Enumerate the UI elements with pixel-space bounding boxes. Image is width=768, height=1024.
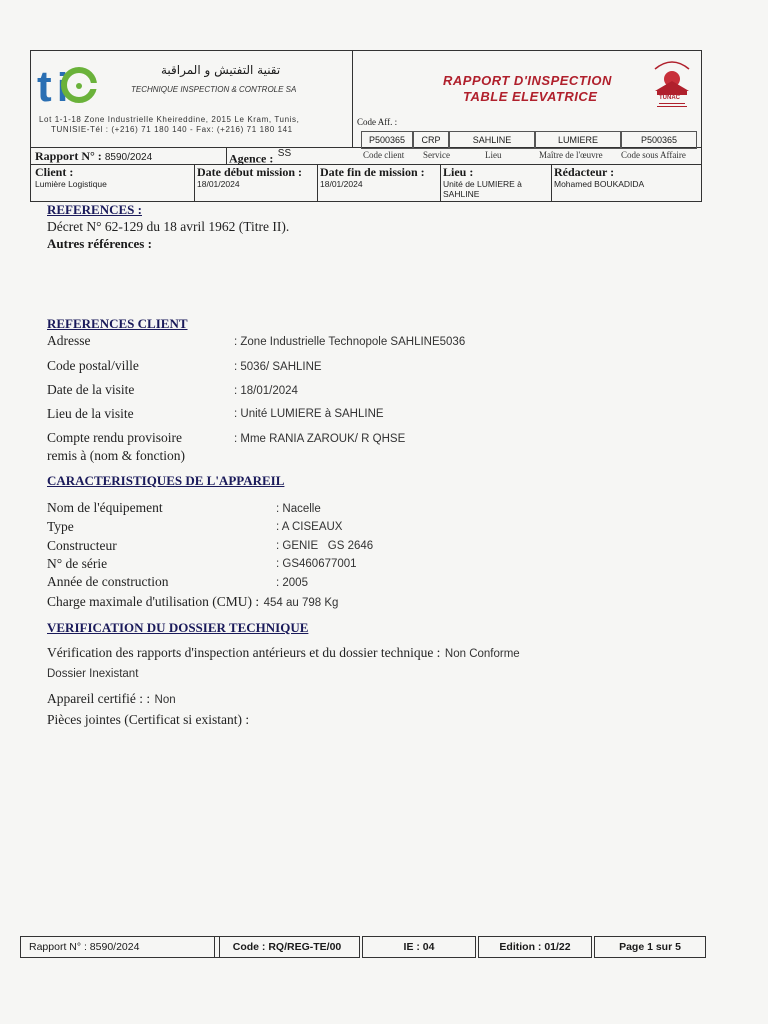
nom-equipement-label: Nom de l'équipement: [47, 500, 163, 515]
client-value: Lumière Logistique: [35, 179, 107, 189]
footer-edition: Edition : 01/22: [478, 936, 592, 958]
caption-sous-affaire: Code sous Affaire: [621, 150, 686, 160]
company-address-2: TUNISIE-Tél : (+216) 71 180 140 - Fax: (+216) 71 180 141: [51, 125, 293, 134]
lieu-value-1: Unité de LUMIERE à: [443, 179, 522, 189]
tunac-label: TUNAC: [659, 95, 680, 101]
caption-lieu: Lieu: [485, 150, 502, 160]
autres-references: Autres références :: [47, 236, 152, 251]
constructeur-label: Constructeur: [47, 538, 117, 553]
code-client-value: P500365: [361, 131, 413, 149]
caption-code-client: Code client: [363, 150, 405, 160]
company-name: TECHNIQUE INSPECTION & CONTROLE SA: [131, 85, 297, 94]
certifie-row: [47, 690, 176, 708]
report-title-2: TABLE ELEVATRICE: [463, 89, 598, 104]
decret-text: Décret N° 62-129 du 18 avril 1962 (Titre II).: [47, 219, 290, 234]
appareil-heading: CARACTERISTIQUES DE L'APPAREIL: [47, 473, 285, 488]
code-postal-label: Code postal/ville: [47, 358, 139, 373]
report-title-1: RAPPORT D'INSPECTION: [443, 73, 612, 88]
lieu-value-2: SAHLINE: [443, 189, 480, 199]
dossier-status: Dossier Inexistant: [47, 668, 139, 680]
date-visite-value: : 18/01/2024: [234, 385, 298, 397]
compte-rendu-label: Compte rendu provisoire: [47, 430, 182, 445]
references-heading: REFERENCES :: [47, 202, 142, 217]
type-value: : A CISEAUX: [276, 521, 343, 533]
svg-text:t: t: [37, 62, 52, 109]
rapport-value: 8590/2024: [104, 152, 153, 163]
lieu-label: Lieu :: [443, 165, 474, 179]
svg-text:i: i: [57, 66, 69, 109]
agence-value: SS: [277, 148, 292, 159]
compte-rendu-value: : Mme RANIA ZAROUK/ R QHSE: [234, 433, 406, 445]
annee-value: : 2005: [276, 577, 308, 589]
nom-equipement-value: : Nacelle: [276, 503, 321, 515]
charge-label: Charge maximale d'utilisation (CMU) :: [47, 594, 260, 609]
company-address-1: Lot 1-1-18 Zone Industrielle Kheireddine, 2015 Le Kram, Tunis,: [39, 115, 300, 124]
date-debut-value: 18/01/2024: [197, 179, 240, 189]
client-refs-heading: REFERENCES CLIENT: [47, 316, 188, 331]
tic-logo: [35, 55, 99, 109]
lieu-visite-label: Lieu de la visite: [47, 406, 134, 421]
certifie-label: Appareil certifié : :: [47, 691, 151, 706]
charge-value: 454 au 798 Kg: [263, 597, 339, 609]
pieces-jointes-label: Pièces jointes (Certificat si existant) :: [47, 712, 250, 727]
client-label: Client :: [35, 165, 74, 179]
footer-code: Code : RQ/REG-TE/00: [214, 936, 360, 958]
redacteur-value: Mohamed BOUKADIDA: [554, 179, 645, 189]
tunac-logo: [647, 55, 697, 111]
header-table: [30, 50, 702, 202]
adresse-label: Adresse: [47, 333, 91, 348]
date-fin-label: Date fin de mission :: [320, 165, 425, 179]
redacteur-label: Rédacteur :: [554, 165, 615, 179]
caption-service: Service: [423, 150, 450, 160]
company-arabic: تقنية التفتيش و المراقبة: [161, 63, 281, 77]
date-fin-value: 18/01/2024: [320, 179, 363, 189]
rapports-label: Vérification des rapports d'inspection antérieurs et du dossier technique :: [47, 645, 441, 660]
date-debut-label: Date début mission :: [197, 165, 303, 179]
footer-ie: IE : 04: [362, 936, 476, 958]
certifie-value: Non: [154, 694, 176, 706]
charge-row: [47, 593, 338, 611]
date-visite-label: Date de la visite: [47, 382, 135, 397]
rapports-value: Non Conforme: [444, 648, 520, 660]
rapport-number: [35, 149, 152, 164]
lieu-visite-value: : Unité LUMIERE à SAHLINE: [234, 408, 384, 420]
caption-maitre: Maître de l'œuvre: [539, 150, 603, 160]
compte-rendu-label-2: remis à (nom & fonction): [47, 448, 185, 463]
rapport-label: Rapport N° :: [35, 149, 102, 163]
code-sous-affaire-value: P500365: [621, 131, 697, 149]
code-service-value: CRP: [413, 131, 449, 149]
serie-value: : GS460677001: [276, 558, 357, 570]
serie-label: N° de série: [47, 556, 108, 571]
footer-page: Page 1 sur 5: [594, 936, 706, 958]
agence-label: Agence :: [229, 151, 274, 166]
adresse-value: : Zone Industrielle Technopole SAHLINE5036: [234, 336, 466, 348]
code-postal-value: : 5036/ SAHLINE: [234, 361, 322, 373]
code-lieu-value: SAHLINE: [449, 131, 535, 149]
code-maitre-value: LUMIERE: [535, 131, 621, 149]
constructeur-value: : GENIE GS 2646: [276, 540, 374, 552]
code-aff-label: Code Aff. :: [357, 117, 398, 127]
type-label: Type: [47, 519, 74, 534]
verification-heading: VERIFICATION DU DOSSIER TECHNIQUE: [47, 620, 309, 635]
footer-rapport: Rapport N° : 8590/2024: [20, 936, 220, 958]
rapports-row: [47, 644, 520, 662]
annee-label: Année de construction: [47, 574, 169, 589]
